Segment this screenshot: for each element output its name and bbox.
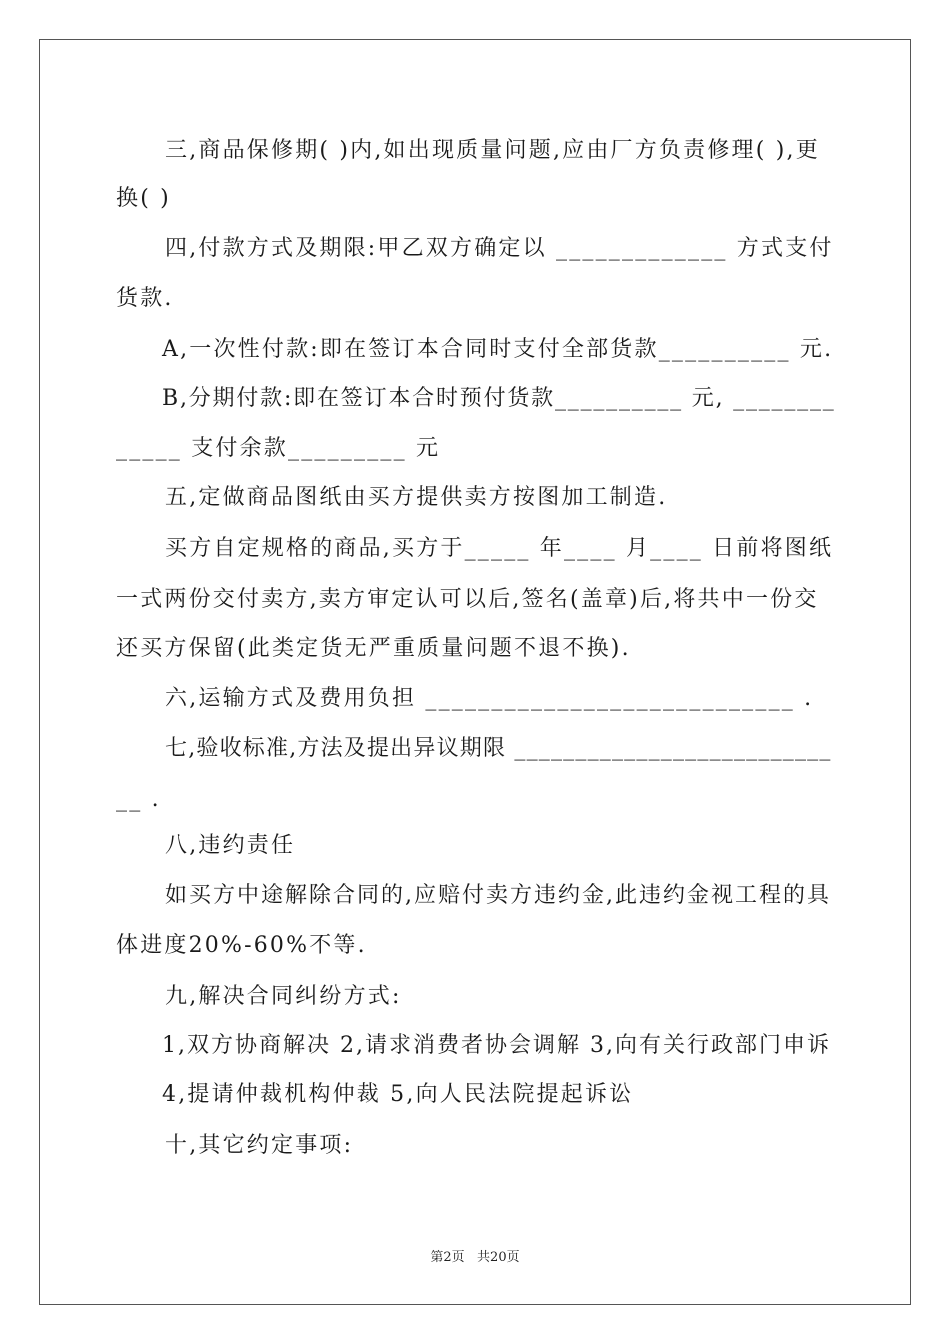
- clause-4-line-2: 货款.: [116, 286, 174, 311]
- clause-9-line-2: 4,提请仲裁机构仲裁 5,向人民法院提起诉讼: [162, 1082, 634, 1107]
- clause-9-heading: 九,解决合同纠纷方式:: [165, 984, 402, 1009]
- clause-8-line-1: 如买方中途解除合同的,应赔付卖方违约金,此违约金视工程的具: [165, 883, 831, 908]
- clause-5-line-4: 还买方保留(此类定货无严重质量问题不退不换).: [116, 636, 631, 661]
- clause-6: 六,运输方式及费用负担 ____________________________ .: [165, 686, 814, 711]
- clause-7-line-1: 七,验收标准,方法及提出异议期限 __________________________: [165, 736, 832, 761]
- clause-4-option-b-line-1: B,分期付款:即在签订本合时预付货款__________ 元, ________: [162, 386, 836, 411]
- clause-9-line-1: 1,双方协商解决 2,请求消费者协会调解 3,向有关行政部门申诉: [162, 1033, 831, 1058]
- clause-5-line-2: 买方自定规格的商品,买方于_____ 年____ 月____ 日前将图纸: [165, 536, 834, 561]
- clause-4-option-a: A,一次性付款:即在签订本合同时支付全部货款__________ 元.: [162, 337, 834, 362]
- clause-5-line-3: 一式两份交付卖方,卖方审定认可以后,签名(盖章)后,将共中一份交: [116, 587, 819, 612]
- clause-8-heading: 八,违约责任: [165, 833, 296, 858]
- clause-5-line-1: 五,定做商品图纸由买方提供卖方按图加工制造.: [165, 485, 668, 510]
- clause-4-line-1: 四,付款方式及期限:甲乙双方确定以 _____________ 方式支付: [165, 236, 834, 261]
- page-footer: 第2页 共20页: [430, 1250, 520, 1265]
- clause-4-option-b-line-2: _____ 支付余款_________ 元: [116, 436, 441, 461]
- clause-7-line-2: __ .: [116, 787, 161, 812]
- page-border: [39, 39, 911, 1305]
- clause-10-heading: 十,其它约定事项:: [165, 1133, 354, 1158]
- clause-3-line-2: 换( ): [116, 186, 171, 211]
- clause-3-line-1: 三,商品保修期( )内,如出现质量问题,应由厂方负责修理( ),更: [165, 138, 820, 163]
- clause-8-line-2: 体进度20%-60%不等.: [116, 933, 367, 958]
